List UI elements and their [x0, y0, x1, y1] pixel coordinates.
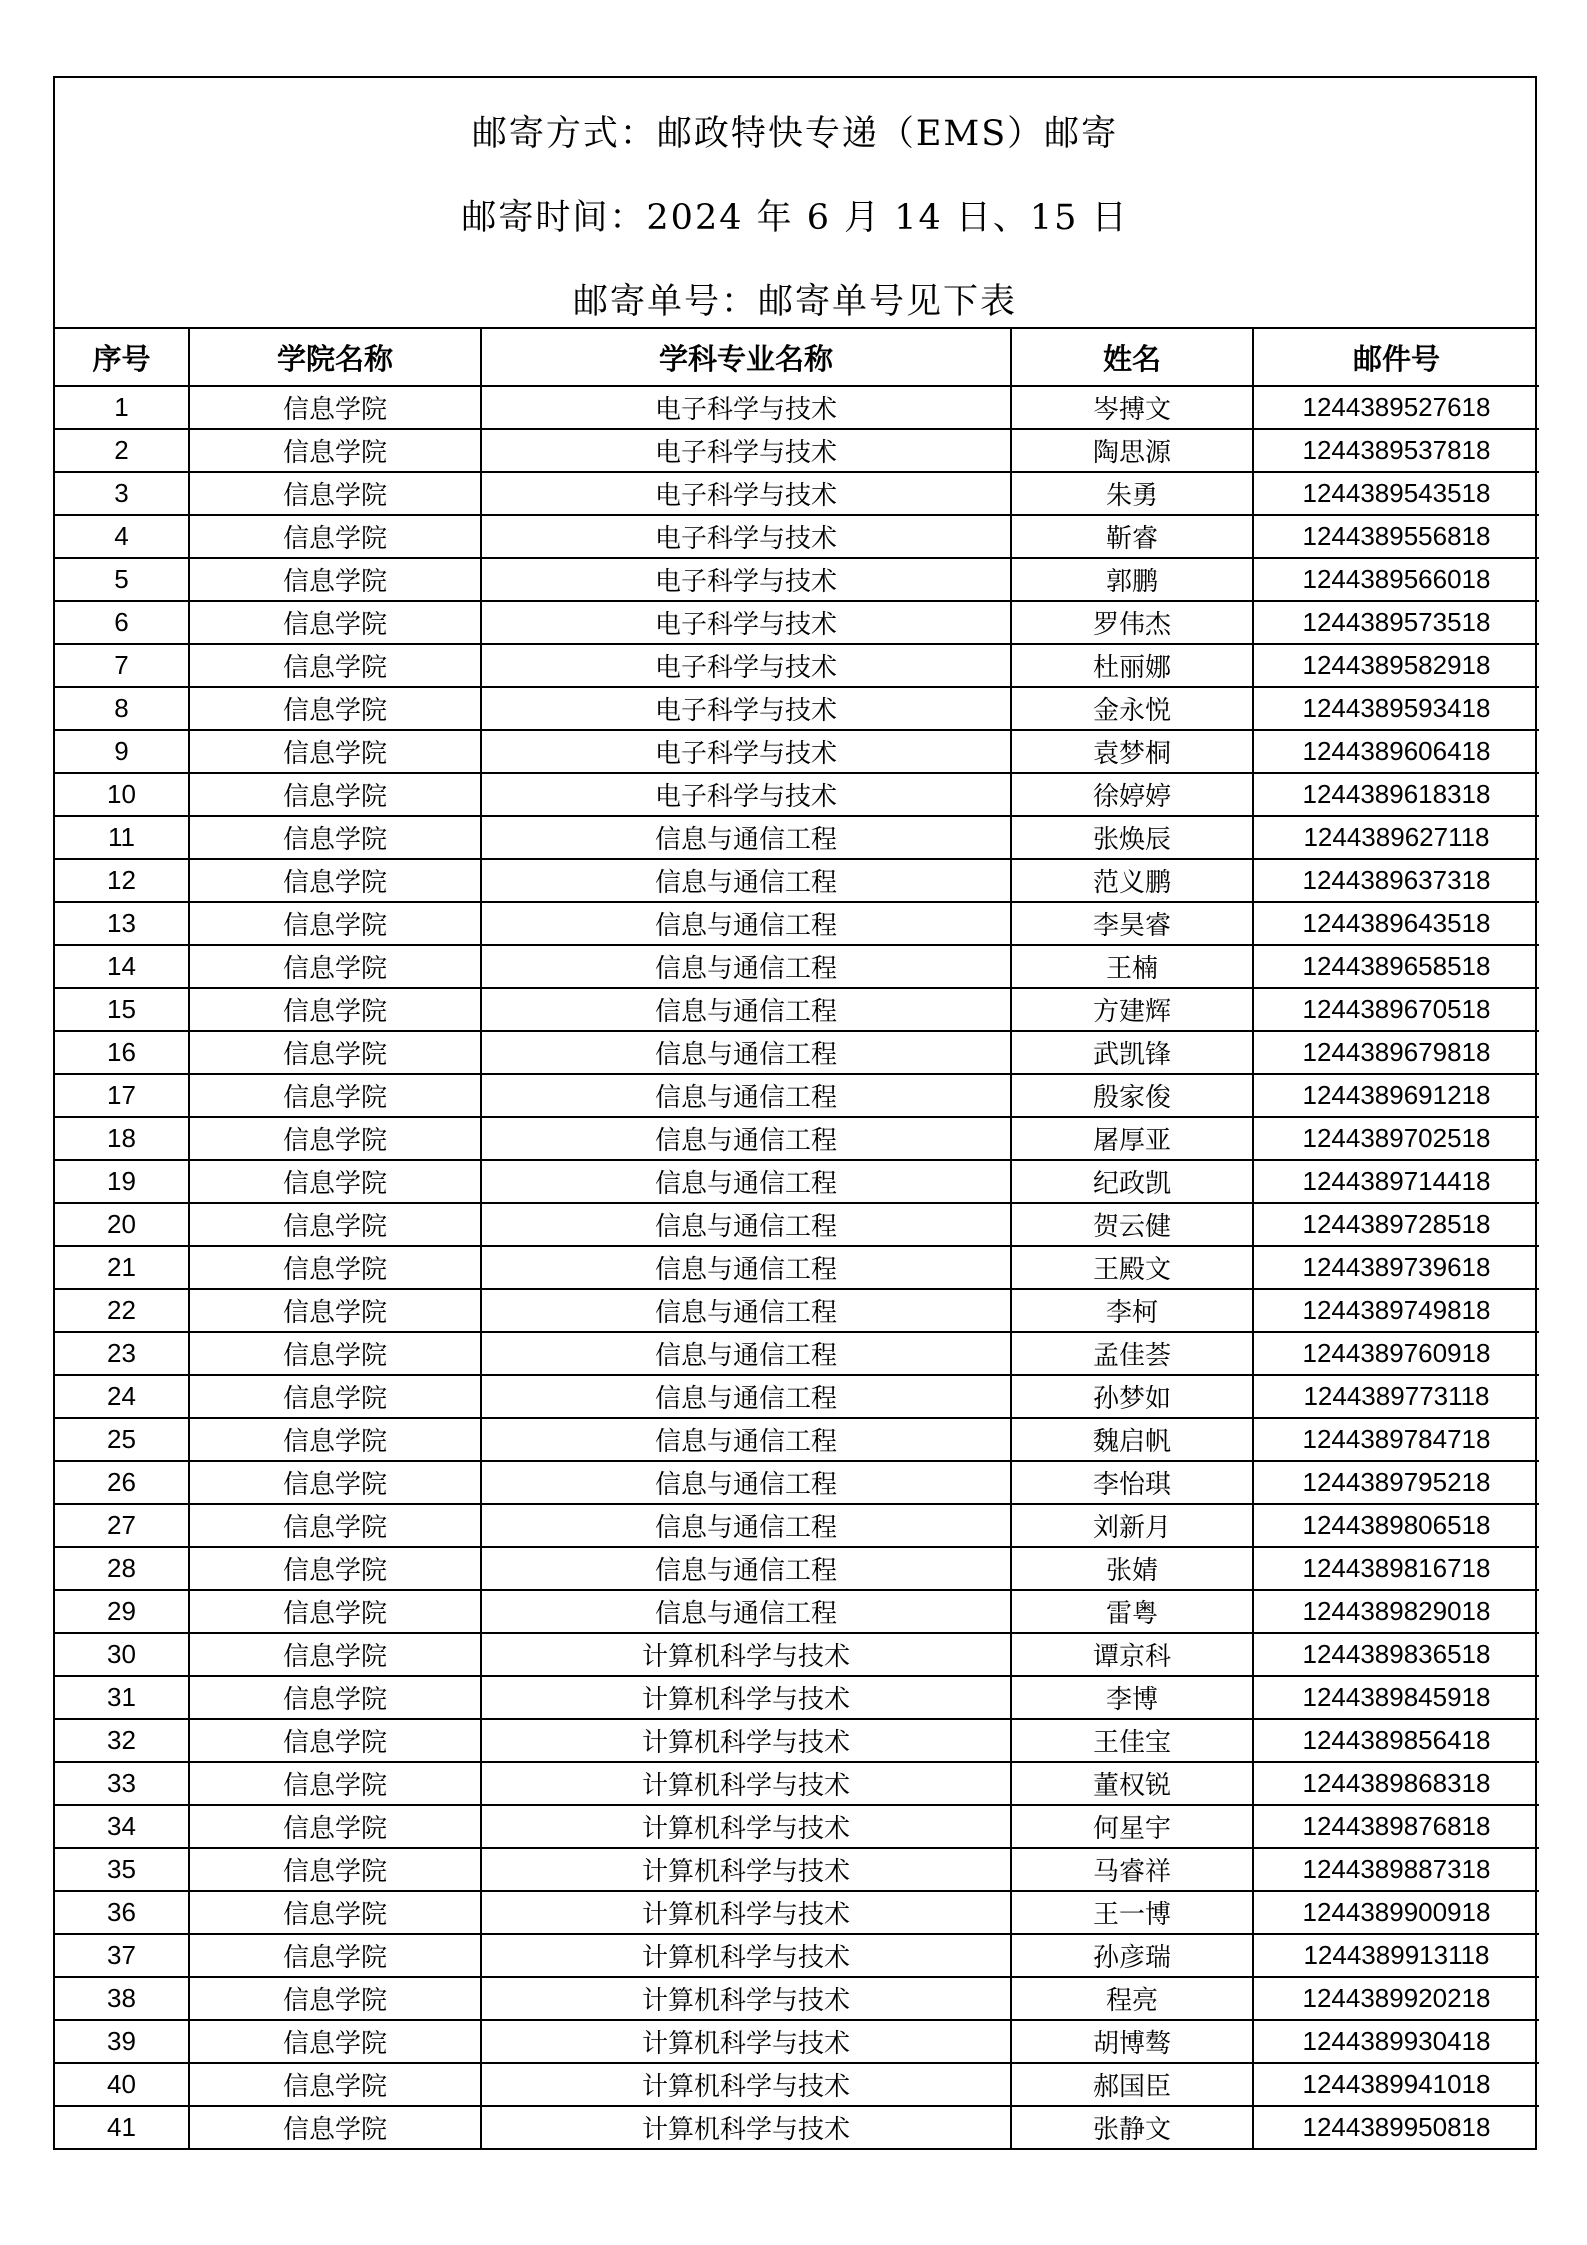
table-row — [55, 1676, 1539, 1719]
table-row — [55, 1203, 1539, 1246]
cell-major: 计算机科学与技术 — [481, 1848, 1011, 1891]
cell-name: 陶思源 — [1011, 429, 1253, 472]
cell-college: 信息学院 — [189, 1074, 481, 1117]
table-body — [55, 386, 1539, 2148]
cell-name: 贺云健 — [1011, 1203, 1253, 1246]
col-header-major: 学科专业名称 — [481, 329, 1011, 386]
cell-tracking: 1244389637318 — [1253, 859, 1539, 902]
cell-college: 信息学院 — [189, 1160, 481, 1203]
cell-index: 37 — [55, 1934, 189, 1977]
table-row — [55, 1289, 1539, 1332]
cell-tracking: 1244389920218 — [1253, 1977, 1539, 2020]
table-row — [55, 1590, 1539, 1633]
cell-major: 计算机科学与技术 — [481, 1934, 1011, 1977]
cell-index: 2 — [55, 429, 189, 472]
cell-major: 信息与通信工程 — [481, 1504, 1011, 1547]
cell-major: 电子科学与技术 — [481, 687, 1011, 730]
cell-index: 13 — [55, 902, 189, 945]
cell-index: 22 — [55, 1289, 189, 1332]
table-row — [55, 472, 1539, 515]
cell-tracking: 1244389593418 — [1253, 687, 1539, 730]
cell-tracking: 1244389582918 — [1253, 644, 1539, 687]
cell-name: 王楠 — [1011, 945, 1253, 988]
cell-name: 谭京科 — [1011, 1633, 1253, 1676]
cell-major: 信息与通信工程 — [481, 1418, 1011, 1461]
cell-tracking: 1244389876818 — [1253, 1805, 1539, 1848]
cell-name: 岑搏文 — [1011, 386, 1253, 429]
cell-tracking: 1244389930418 — [1253, 2020, 1539, 2063]
cell-name: 王一博 — [1011, 1891, 1253, 1934]
cell-name: 殷家俊 — [1011, 1074, 1253, 1117]
cell-college: 信息学院 — [189, 687, 481, 730]
cell-college: 信息学院 — [189, 1547, 481, 1590]
table-row — [55, 859, 1539, 902]
mailing-sheet — [53, 76, 1537, 2150]
cell-name: 雷粤 — [1011, 1590, 1253, 1633]
cell-name: 刘新月 — [1011, 1504, 1253, 1547]
cell-tracking: 1244389773118 — [1253, 1375, 1539, 1418]
cell-tracking: 1244389836518 — [1253, 1633, 1539, 1676]
cell-college: 信息学院 — [189, 1461, 481, 1504]
cell-college: 信息学院 — [189, 472, 481, 515]
cell-index: 8 — [55, 687, 189, 730]
cell-college: 信息学院 — [189, 2063, 481, 2106]
cell-major: 计算机科学与技术 — [481, 2063, 1011, 2106]
cell-index: 27 — [55, 1504, 189, 1547]
cell-major: 电子科学与技术 — [481, 558, 1011, 601]
mailing-date: 邮寄时间：2024 年 6 月 14 日、15 日 — [461, 198, 1129, 238]
cell-tracking: 1244389627118 — [1253, 816, 1539, 859]
cell-major: 电子科学与技术 — [481, 515, 1011, 558]
mailing-method: 邮寄方式：邮政特快专递（EMS）邮寄 — [471, 114, 1119, 154]
cell-index: 7 — [55, 644, 189, 687]
cell-index: 21 — [55, 1246, 189, 1289]
cell-index: 36 — [55, 1891, 189, 1934]
cell-major: 信息与通信工程 — [481, 1160, 1011, 1203]
cell-name: 孙梦如 — [1011, 1375, 1253, 1418]
cell-major: 计算机科学与技术 — [481, 1805, 1011, 1848]
table-row — [55, 644, 1539, 687]
cell-college: 信息学院 — [189, 1633, 481, 1676]
cell-name: 徐婷婷 — [1011, 773, 1253, 816]
table-row — [55, 1719, 1539, 1762]
cell-name: 张静文 — [1011, 2106, 1253, 2148]
cell-index: 24 — [55, 1375, 189, 1418]
table-row — [55, 1160, 1539, 1203]
cell-tracking: 1244389887318 — [1253, 1848, 1539, 1891]
cell-major: 信息与通信工程 — [481, 1375, 1011, 1418]
table-header-row — [55, 329, 1539, 386]
cell-college: 信息学院 — [189, 730, 481, 773]
table-row — [55, 1977, 1539, 2020]
cell-college: 信息学院 — [189, 2106, 481, 2148]
col-header-index: 序号 — [55, 329, 189, 386]
cell-tracking: 1244389658518 — [1253, 945, 1539, 988]
cell-name: 郝国臣 — [1011, 2063, 1253, 2106]
cell-name: 孙彦瑞 — [1011, 1934, 1253, 1977]
cell-index: 30 — [55, 1633, 189, 1676]
col-header-college: 学院名称 — [189, 329, 481, 386]
cell-tracking: 1244389728518 — [1253, 1203, 1539, 1246]
cell-major: 信息与通信工程 — [481, 816, 1011, 859]
table-row — [55, 1934, 1539, 1977]
cell-major: 信息与通信工程 — [481, 902, 1011, 945]
cell-major: 电子科学与技术 — [481, 773, 1011, 816]
cell-major: 信息与通信工程 — [481, 1203, 1011, 1246]
table-row — [55, 1332, 1539, 1375]
cell-index: 23 — [55, 1332, 189, 1375]
cell-name: 胡博骜 — [1011, 2020, 1253, 2063]
table-row — [55, 1418, 1539, 1461]
cell-tracking: 1244389941018 — [1253, 2063, 1539, 2106]
cell-college: 信息学院 — [189, 1504, 481, 1547]
cell-tracking: 1244389816718 — [1253, 1547, 1539, 1590]
table-row — [55, 1375, 1539, 1418]
cell-name: 董权锐 — [1011, 1762, 1253, 1805]
cell-college: 信息学院 — [189, 1332, 481, 1375]
cell-name: 范义鹏 — [1011, 859, 1253, 902]
table-row — [55, 558, 1539, 601]
cell-index: 3 — [55, 472, 189, 515]
cell-major: 计算机科学与技术 — [481, 2020, 1011, 2063]
cell-index: 1 — [55, 386, 189, 429]
cell-college: 信息学院 — [189, 773, 481, 816]
cell-name: 屠厚亚 — [1011, 1117, 1253, 1160]
cell-tracking: 1244389556818 — [1253, 515, 1539, 558]
cell-name: 杜丽娜 — [1011, 644, 1253, 687]
cell-index: 32 — [55, 1719, 189, 1762]
cell-tracking: 1244389868318 — [1253, 1762, 1539, 1805]
cell-name: 郭鹏 — [1011, 558, 1253, 601]
cell-tracking: 1244389856418 — [1253, 1719, 1539, 1762]
cell-index: 40 — [55, 2063, 189, 2106]
cell-major: 电子科学与技术 — [481, 472, 1011, 515]
cell-index: 31 — [55, 1676, 189, 1719]
cell-tracking: 1244389795218 — [1253, 1461, 1539, 1504]
table-row — [55, 773, 1539, 816]
cell-major: 电子科学与技术 — [481, 730, 1011, 773]
table-row — [55, 816, 1539, 859]
cell-name: 靳睿 — [1011, 515, 1253, 558]
table-row — [55, 945, 1539, 988]
cell-name: 李昊睿 — [1011, 902, 1253, 945]
cell-index: 5 — [55, 558, 189, 601]
cell-name: 李柯 — [1011, 1289, 1253, 1332]
table-row — [55, 2020, 1539, 2063]
table-row — [55, 515, 1539, 558]
cell-college: 信息学院 — [189, 644, 481, 687]
cell-tracking: 1244389845918 — [1253, 1676, 1539, 1719]
cell-name: 李怡琪 — [1011, 1461, 1253, 1504]
cell-college: 信息学院 — [189, 1203, 481, 1246]
cell-name: 程亮 — [1011, 1977, 1253, 2020]
cell-tracking: 1244389606418 — [1253, 730, 1539, 773]
cell-college: 信息学院 — [189, 558, 481, 601]
cell-college: 信息学院 — [189, 1289, 481, 1332]
cell-major: 计算机科学与技术 — [481, 1977, 1011, 2020]
cell-tracking: 1244389739618 — [1253, 1246, 1539, 1289]
cell-name: 王佳宝 — [1011, 1719, 1253, 1762]
cell-tracking: 1244389806518 — [1253, 1504, 1539, 1547]
cell-tracking: 1244389714418 — [1253, 1160, 1539, 1203]
cell-major: 信息与通信工程 — [481, 1117, 1011, 1160]
cell-index: 39 — [55, 2020, 189, 2063]
cell-index: 17 — [55, 1074, 189, 1117]
cell-major: 信息与通信工程 — [481, 1289, 1011, 1332]
cell-college: 信息学院 — [189, 1117, 481, 1160]
cell-name: 金永悦 — [1011, 687, 1253, 730]
cell-index: 9 — [55, 730, 189, 773]
cell-major: 信息与通信工程 — [481, 1547, 1011, 1590]
cell-name: 武凯锋 — [1011, 1031, 1253, 1074]
table-row — [55, 1547, 1539, 1590]
cell-name: 王殿文 — [1011, 1246, 1253, 1289]
cell-college: 信息学院 — [189, 429, 481, 472]
table-row — [55, 386, 1539, 429]
cell-tracking: 1244389527618 — [1253, 386, 1539, 429]
cell-name: 李博 — [1011, 1676, 1253, 1719]
cell-tracking: 1244389702518 — [1253, 1117, 1539, 1160]
mail-table — [55, 329, 1539, 2148]
cell-major: 计算机科学与技术 — [481, 1762, 1011, 1805]
cell-tracking: 1244389679818 — [1253, 1031, 1539, 1074]
cell-name: 张焕辰 — [1011, 816, 1253, 859]
mailing-tracking-note: 邮寄单号：邮寄单号见下表 — [572, 282, 1017, 322]
cell-index: 28 — [55, 1547, 189, 1590]
cell-index: 38 — [55, 1977, 189, 2020]
cell-index: 26 — [55, 1461, 189, 1504]
cell-index: 35 — [55, 1848, 189, 1891]
cell-name: 朱勇 — [1011, 472, 1253, 515]
cell-index: 34 — [55, 1805, 189, 1848]
cell-major: 电子科学与技术 — [481, 601, 1011, 644]
col-header-name: 姓名 — [1011, 329, 1253, 386]
cell-index: 19 — [55, 1160, 189, 1203]
cell-index: 14 — [55, 945, 189, 988]
cell-tracking: 1244389537818 — [1253, 429, 1539, 472]
cell-college: 信息学院 — [189, 386, 481, 429]
cell-major: 信息与通信工程 — [481, 1461, 1011, 1504]
cell-college: 信息学院 — [189, 859, 481, 902]
cell-college: 信息学院 — [189, 1246, 481, 1289]
cell-college: 信息学院 — [189, 1031, 481, 1074]
cell-major: 电子科学与技术 — [481, 429, 1011, 472]
cell-college: 信息学院 — [189, 1934, 481, 1977]
table-row — [55, 1117, 1539, 1160]
cell-tracking: 1244389749818 — [1253, 1289, 1539, 1332]
cell-index: 11 — [55, 816, 189, 859]
cell-tracking: 1244389784718 — [1253, 1418, 1539, 1461]
cell-college: 信息学院 — [189, 1590, 481, 1633]
table-row — [55, 1762, 1539, 1805]
header-box — [55, 78, 1535, 329]
cell-tracking: 1244389760918 — [1253, 1332, 1539, 1375]
cell-name: 方建辉 — [1011, 988, 1253, 1031]
cell-major: 计算机科学与技术 — [481, 2106, 1011, 2148]
cell-name: 马睿祥 — [1011, 1848, 1253, 1891]
cell-index: 15 — [55, 988, 189, 1031]
cell-college: 信息学院 — [189, 1719, 481, 1762]
cell-name: 孟佳荟 — [1011, 1332, 1253, 1375]
table-row — [55, 429, 1539, 472]
table-row — [55, 1891, 1539, 1934]
cell-index: 6 — [55, 601, 189, 644]
cell-college: 信息学院 — [189, 515, 481, 558]
cell-college: 信息学院 — [189, 816, 481, 859]
cell-major: 计算机科学与技术 — [481, 1891, 1011, 1934]
cell-name: 魏启帆 — [1011, 1418, 1253, 1461]
cell-index: 41 — [55, 2106, 189, 2148]
cell-major: 信息与通信工程 — [481, 1246, 1011, 1289]
cell-college: 信息学院 — [189, 1805, 481, 1848]
cell-major: 计算机科学与技术 — [481, 1676, 1011, 1719]
cell-college: 信息学院 — [189, 1418, 481, 1461]
cell-tracking: 1244389900918 — [1253, 1891, 1539, 1934]
cell-index: 18 — [55, 1117, 189, 1160]
cell-college: 信息学院 — [189, 2020, 481, 2063]
table-row — [55, 1246, 1539, 1289]
cell-index: 25 — [55, 1418, 189, 1461]
cell-college: 信息学院 — [189, 945, 481, 988]
cell-major: 信息与通信工程 — [481, 1590, 1011, 1633]
cell-index: 33 — [55, 1762, 189, 1805]
cell-tracking: 1244389543518 — [1253, 472, 1539, 515]
cell-major: 信息与通信工程 — [481, 1074, 1011, 1117]
cell-major: 电子科学与技术 — [481, 644, 1011, 687]
cell-name: 何星宇 — [1011, 1805, 1253, 1848]
table-row — [55, 730, 1539, 773]
cell-tracking: 1244389566018 — [1253, 558, 1539, 601]
cell-name: 罗伟杰 — [1011, 601, 1253, 644]
table-row — [55, 1074, 1539, 1117]
table-row — [55, 1805, 1539, 1848]
table-row — [55, 1031, 1539, 1074]
cell-college: 信息学院 — [189, 1891, 481, 1934]
cell-index: 4 — [55, 515, 189, 558]
cell-major: 信息与通信工程 — [481, 1031, 1011, 1074]
cell-tracking: 1244389691218 — [1253, 1074, 1539, 1117]
cell-major: 电子科学与技术 — [481, 386, 1011, 429]
cell-tracking: 1244389829018 — [1253, 1590, 1539, 1633]
table-row — [55, 988, 1539, 1031]
cell-index: 10 — [55, 773, 189, 816]
table-row — [55, 687, 1539, 730]
table-row — [55, 2063, 1539, 2106]
cell-college: 信息学院 — [189, 1676, 481, 1719]
cell-college: 信息学院 — [189, 902, 481, 945]
cell-major: 计算机科学与技术 — [481, 1633, 1011, 1676]
cell-tracking: 1244389670518 — [1253, 988, 1539, 1031]
cell-tracking: 1244389573518 — [1253, 601, 1539, 644]
cell-college: 信息学院 — [189, 1375, 481, 1418]
cell-name: 纪政凯 — [1011, 1160, 1253, 1203]
cell-tracking: 1244389618318 — [1253, 773, 1539, 816]
cell-college: 信息学院 — [189, 1848, 481, 1891]
cell-college: 信息学院 — [189, 601, 481, 644]
cell-tracking: 1244389643518 — [1253, 902, 1539, 945]
cell-index: 20 — [55, 1203, 189, 1246]
cell-college: 信息学院 — [189, 988, 481, 1031]
cell-tracking: 1244389913118 — [1253, 1934, 1539, 1977]
cell-index: 29 — [55, 1590, 189, 1633]
cell-major: 信息与通信工程 — [481, 1332, 1011, 1375]
cell-major: 信息与通信工程 — [481, 988, 1011, 1031]
cell-name: 袁梦桐 — [1011, 730, 1253, 773]
cell-tracking: 1244389950818 — [1253, 2106, 1539, 2148]
col-header-tracking: 邮件号 — [1253, 329, 1539, 386]
table-row — [55, 902, 1539, 945]
cell-index: 16 — [55, 1031, 189, 1074]
table-row — [55, 1633, 1539, 1676]
cell-index: 12 — [55, 859, 189, 902]
table-row — [55, 2106, 1539, 2148]
cell-college: 信息学院 — [189, 1977, 481, 2020]
table-row — [55, 601, 1539, 644]
table-row — [55, 1504, 1539, 1547]
cell-major: 信息与通信工程 — [481, 859, 1011, 902]
cell-major: 信息与通信工程 — [481, 945, 1011, 988]
table-row — [55, 1461, 1539, 1504]
table-row — [55, 1848, 1539, 1891]
cell-college: 信息学院 — [189, 1762, 481, 1805]
cell-major: 计算机科学与技术 — [481, 1719, 1011, 1762]
cell-name: 张婧 — [1011, 1547, 1253, 1590]
